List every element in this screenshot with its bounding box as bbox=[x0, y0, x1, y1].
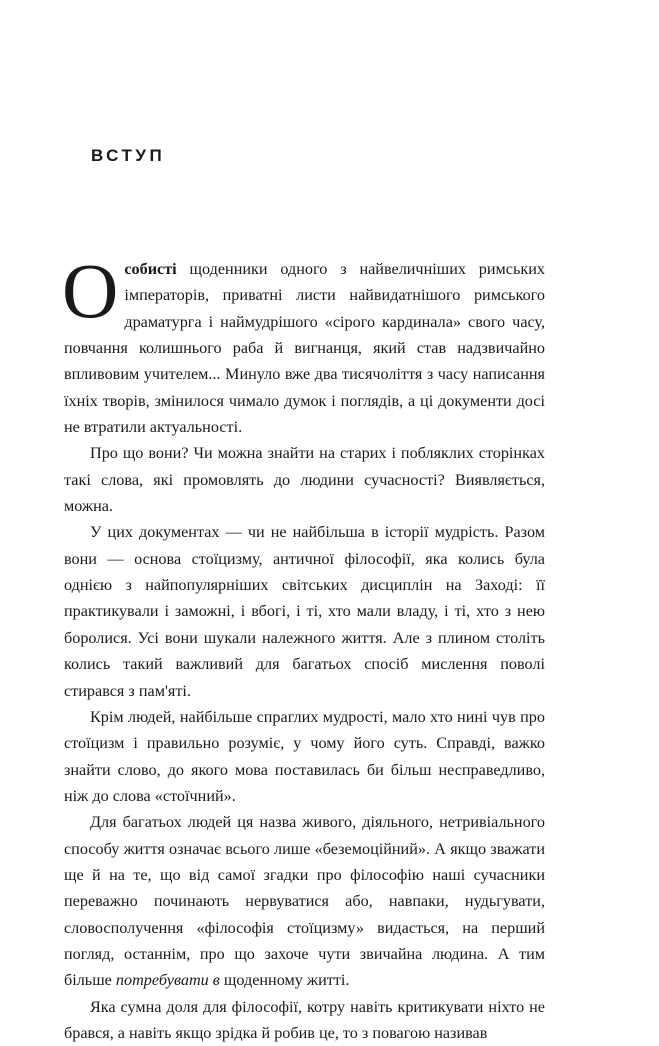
paragraph-3: У цих документах — чи не найбільша в історії мудрість. Разом вони — основа стоїцизму, античної філософії, яка колись була однією з найпопулярніших світських дисциплін на Заході: її практикували і заможні, і вбогі, і ті, хто мали владу, і ті, хто з нею боролися. Усі вони шукали належного життя. Але з плином століть колись такий важливий для багатьох спосіб мислення поволі стирався з пам'яті. bbox=[64, 523, 545, 700]
paragraph-4: Крім людей, найбільше спраглих мудрості, мало хто нині чув про стоїцизм і правильно розуміє, у чому його суть. Справді, важко знайти слово, до якого мова поставилась би більш несправедливо, ніж до слова «стоїчний». bbox=[64, 707, 545, 805]
paragraph-2: Про що вони? Чи можна знайти на старих і побляклих сторінках такі слова, які промовлять до людини сучасності? Виявляється, можна. bbox=[64, 444, 545, 516]
body-text bbox=[62, 247, 545, 1046]
paragraph-5-text: Для багатьох людей ця назва живого, діяльного, нетривіального способу життя означає всього лише «беземоційний». А якщо зважати ще й на те, що від самої згадки про філософію наші сучасники переважно починають нервуватися або, навпаки, нудьгувати, словосполучення «філософія стоїцизму» видасться, на перший погляд, останнім, про що захоче чути звичайна людина. А тим більше bbox=[64, 813, 545, 990]
paragraph-5 bbox=[64, 809, 545, 993]
paragraph-5-italic: потребувати в bbox=[115, 971, 220, 990]
paragraph-1 bbox=[62, 247, 545, 440]
drop-cap: О bbox=[62, 247, 119, 334]
paragraph-6: Яка сумна доля для філософії, котру навіть критикувати ніхто не брався, а навіть якщо зрідка й робив це, то з повагою називав bbox=[64, 997, 545, 1042]
lead-word: собисті bbox=[124, 260, 177, 278]
paragraph-1-text: щоденники одного з найвеличніших римських імператорів, приватні листи найвидатнішого римського драматурга і наймудрішого «сірого кардинала» свого часу, повчання колишнього раба й вигнанця, який став надзвичайно впливовим учителем... Минуло вже два тисячоліття з часу написання їхніх творів, змінилося чимало думок і поглядів, а ці документи досі не втратили актуальності. bbox=[64, 260, 545, 437]
paragraph-5-tail: щоденному житті. bbox=[219, 971, 350, 990]
chapter-heading: ВСТУП bbox=[91, 146, 166, 165]
